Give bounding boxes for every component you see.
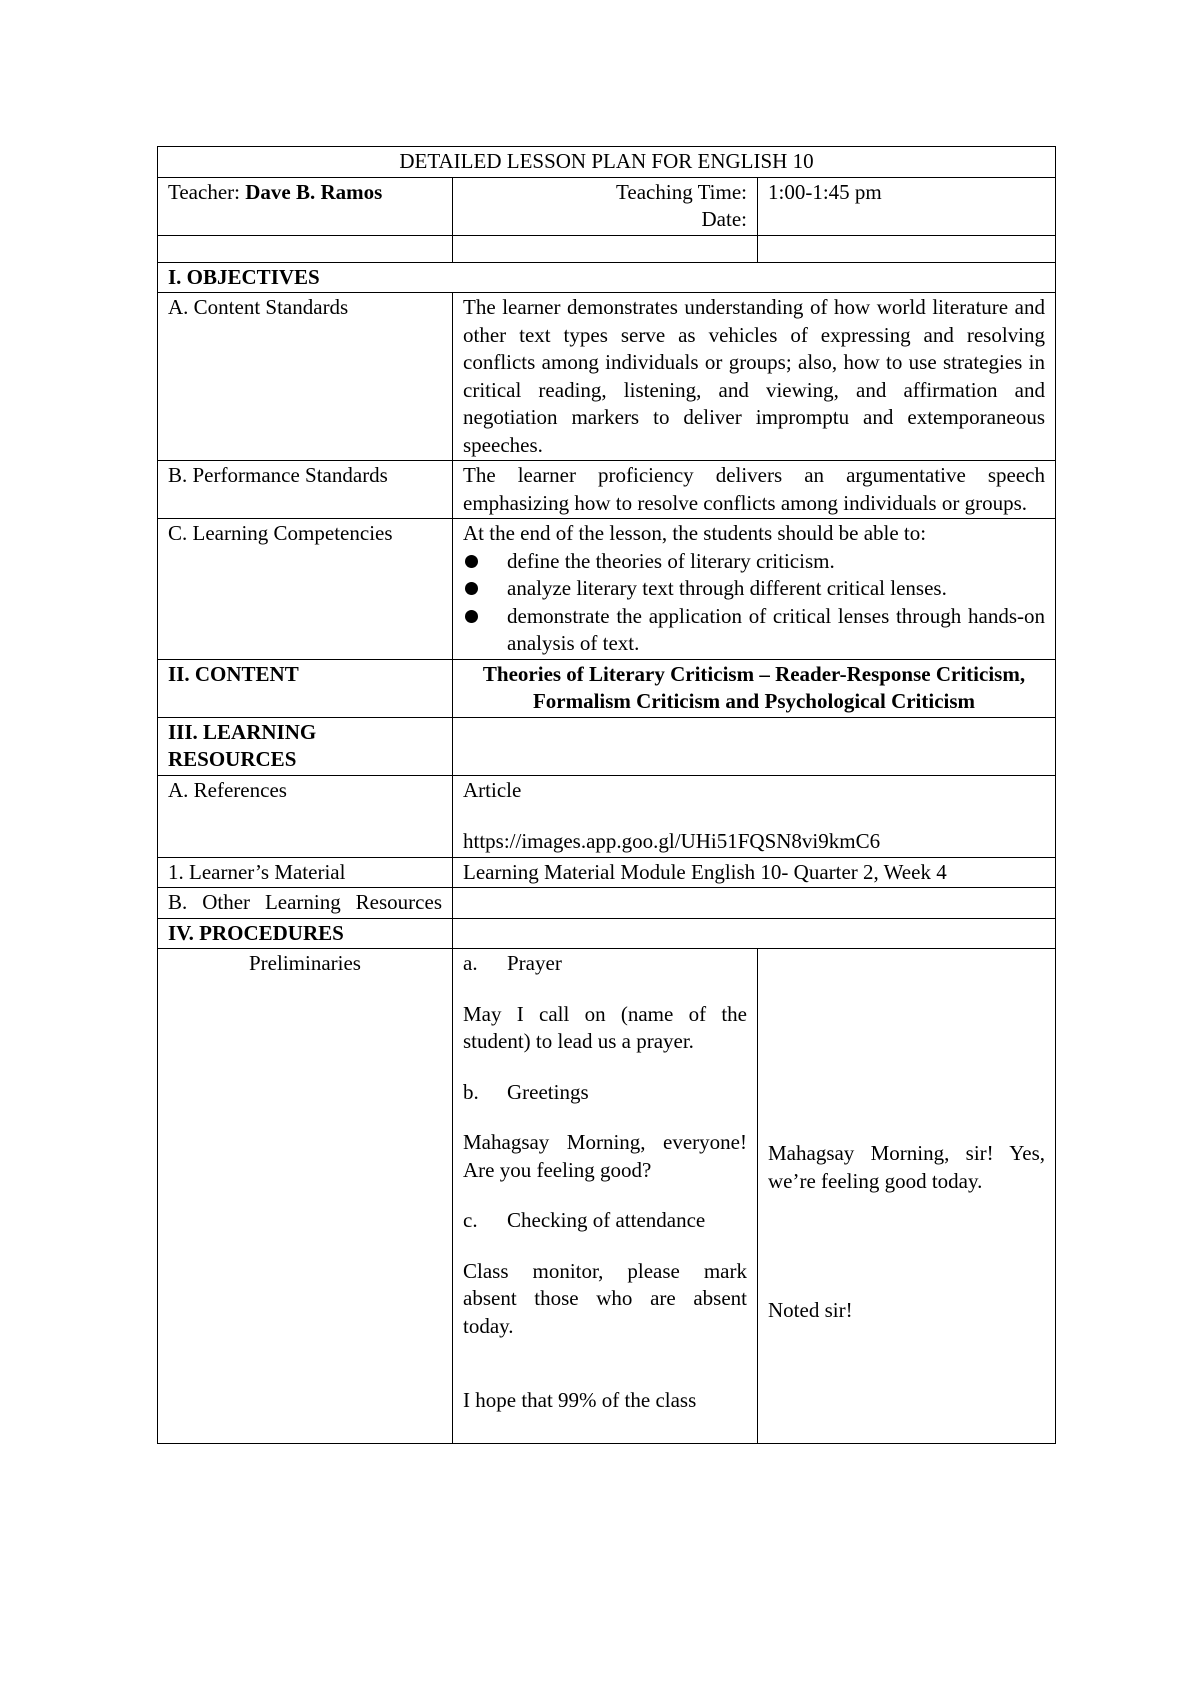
references-label: A. References: [158, 775, 453, 857]
teacher-label: Teacher:: [168, 179, 240, 204]
resources-heading: III. LEARNING RESOURCES: [168, 719, 317, 771]
references-row: [158, 775, 1056, 857]
list-item: analyze literary text through different critical lenses.: [463, 575, 1045, 603]
bullet-icon: [465, 555, 478, 568]
time-date-labels: [453, 177, 758, 235]
competencies-intro: At the end of the lesson, the students should be able to:: [463, 521, 927, 545]
resources-heading-row: [158, 717, 1056, 775]
list-item: define the theories of literary criticism.: [463, 548, 1045, 576]
list-item: demonstrate the application of critical lenses through hands-on analysis of text.: [463, 603, 1045, 658]
learners-material-text: Learning Material Module English 10- Quarter 2, Week 4: [453, 857, 1056, 888]
learners-material-label: 1. Learner’s Material: [158, 857, 453, 888]
preliminaries-row: [158, 949, 1056, 1444]
references-line1: Article: [463, 777, 522, 802]
blank-row: [158, 235, 1056, 262]
lesson-plan-document: [157, 146, 1055, 1444]
procedures-heading-row: [158, 918, 1056, 949]
other-resources-row: [158, 888, 1056, 919]
prayer-teacher-line: May I call on (name of the student) to lead us a prayer.: [463, 1001, 747, 1053]
greetings-title: b. Greetings: [463, 1079, 589, 1104]
learners-material-row: [158, 857, 1056, 888]
student-activity-cell: [758, 949, 1056, 1444]
greetings-teacher-line: Mahagsay Morning, everyone! Are you feeling good?: [463, 1130, 747, 1182]
learning-competencies-label: C. Learning Competencies: [158, 519, 453, 660]
teaching-time-label: Teaching Time:: [616, 179, 747, 204]
greetings-student-line: Mahagsay Morning, sir! Yes, we’re feeling good today.: [768, 1141, 1045, 1193]
other-resources-label: B. Other Learning Resources: [158, 888, 453, 919]
preliminaries-label: Preliminaries: [158, 949, 453, 1444]
objectives-heading-row: [158, 262, 1056, 293]
document-title: DETAILED LESSON PLAN FOR ENGLISH 10: [158, 147, 1056, 178]
closing-line: I hope that 99% of the class: [463, 1388, 697, 1412]
lesson-plan-table: [157, 146, 1056, 1444]
attendance-student-line: Noted sir!: [768, 1298, 853, 1322]
prayer-title: a. Prayer: [463, 951, 562, 975]
teacher-name: Dave B. Ramos: [245, 179, 383, 204]
date-label: Date:: [701, 207, 747, 231]
performance-standards-label: B. Performance Standards: [158, 461, 453, 519]
objectives-heading: I. OBJECTIVES: [168, 264, 320, 289]
content-text: Theories of Literary Criticism – Reader-Response Criticism, Formalism Criticism and Psychological Criticism: [482, 661, 1026, 713]
attendance-title: c. Checking of attendance: [463, 1208, 706, 1232]
learning-competencies-cell: [453, 519, 1056, 660]
teaching-time-value: 1:00-1:45 pm: [768, 179, 882, 204]
time-date-values: [758, 177, 1056, 235]
content-standards-text: The learner demonstrates understanding of how world literature and other text types serve as vehicles of expressing and resolving conflicts among individuals or groups; also, how to use strategies in critical reading, listening, and viewing, and affirmation and negotiation markers to deliver impromptu and extemporaneous speeches.: [453, 293, 1056, 461]
teacher-cell: [158, 177, 453, 235]
title-row: [158, 147, 1056, 178]
content-standards-label: A. Content Standards: [158, 293, 453, 461]
bullet-icon: [465, 582, 478, 595]
bullet-icon: [465, 610, 478, 623]
content-standards-row: [158, 293, 1056, 461]
references-cell: [453, 775, 1056, 857]
learning-competencies-row: [158, 519, 1056, 660]
performance-standards-row: [158, 461, 1056, 519]
performance-standards-text: The learner proficiency delivers an argumentative speech emphasizing how to resolve conflicts among individuals or groups.: [453, 461, 1056, 519]
attendance-teacher-line: Class monitor, please mark absent those who are absent today.: [463, 1258, 747, 1338]
content-heading: II. CONTENT: [168, 661, 299, 686]
teacher-activity-cell: [453, 949, 758, 1444]
content-row: [158, 659, 1056, 717]
references-link: https://images.app.goo.gl/UHi51FQSN8vi9kmC6: [463, 829, 881, 853]
competencies-list: [463, 548, 1045, 658]
procedures-heading: IV. PROCEDURES: [168, 920, 344, 945]
teacher-row: [158, 177, 1056, 235]
